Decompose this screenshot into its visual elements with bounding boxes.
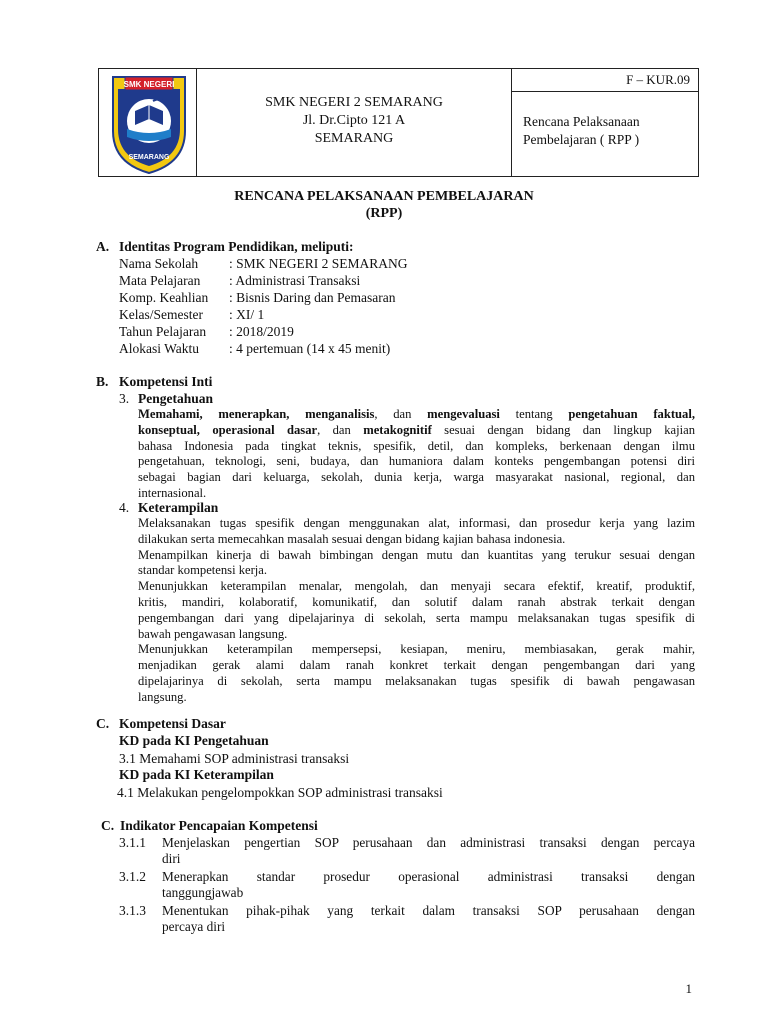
ki-pengetahuan-paragraph [138, 407, 695, 502]
section-c-marker: C. [96, 716, 110, 731]
bold-term: pengetahuan faktual, [568, 407, 695, 421]
identity-label: Tahun Pelajaran [119, 324, 207, 339]
section-c2-heading: Indikator Pencapaian Kompetensi [120, 818, 318, 833]
text-run: sesuai dengan bidang dan lingkup kajian [431, 422, 695, 437]
text-run: , dan [374, 407, 428, 421]
section-a-heading: Identitas Program Pendidikan, meliputi: [119, 239, 354, 254]
bold-term: mengevaluasi [427, 407, 500, 421]
doc-title-line2: Pembelajaran ( RPP ) [523, 132, 640, 147]
school-name: SMK NEGERI 2 SEMARANG [265, 95, 443, 110]
form-code: F – KUR.09 [626, 72, 690, 87]
text-run: , dan [317, 422, 364, 437]
identity-value: : SMK NEGERI 2 SEMARANG [229, 256, 408, 271]
school-city: SEMARANG [314, 131, 394, 146]
paragraph-line: Menerapkan standar prosedur operasional administrasi transaksi dengan [162, 869, 695, 884]
header-table [98, 68, 699, 177]
identity-label: Kelas/Semester [119, 307, 203, 322]
header-divider [196, 69, 197, 176]
ki-number: 3. [119, 391, 130, 406]
identity-label: Mata Pelajaran [119, 273, 201, 288]
section-b-heading: Kompetensi Inti [119, 374, 213, 389]
paragraph-line: langsung. [138, 689, 187, 704]
paragraph-line: bawah pengawasan langsung. [138, 626, 288, 641]
paragraph-line: dipelajarinya di sekolah, serta mampu melaksanakan tugas spesifik di bawah pengawasan [138, 673, 695, 688]
paragraph-line: kritis, mandiri, kolaboratif, komunikatif, dan solutif dalam ranah abstrak terkait dengan [138, 594, 695, 609]
indicator-number: 3.1.1 [119, 835, 146, 850]
indicator-number: 3.1.3 [119, 903, 146, 918]
kd-item: 4.1 Melakukan pengelompokkan SOP administrasi transaksi [117, 785, 443, 800]
identity-value: : Bisnis Daring dan Pemasaran [229, 290, 396, 305]
kd-item: 3.1 Memahami SOP administrasi transaksi [119, 751, 350, 766]
kd-heading: KD pada KI Pengetahuan [119, 733, 269, 748]
paragraph-line: bahasa Indonesia pada tingkat teknis, spesifik, detil, dan kompleks, berkenaan dengan ilmu [138, 438, 695, 453]
page-number: 1 [685, 981, 692, 996]
kd-heading: KD pada KI Keterampilan [119, 767, 274, 782]
ki-title: Keterampilan [138, 500, 219, 515]
document-subtitle: (RPP) [365, 206, 403, 221]
paragraph-line: Melaksanakan tugas spesifik dengan menggunakan alat, informasi, dan prosedur kerja yang lazim [138, 516, 695, 530]
paragraph-line: pengembangan dari yang dipelajarinya di sekolah, serta mampu melaksanakan tugas spesifik di [138, 610, 695, 625]
ki-title: Pengetahuan [138, 391, 214, 406]
header-divider [511, 69, 512, 176]
identity-value: : 4 pertemuan (14 x 45 menit) [229, 341, 391, 356]
identity-label: Alokasi Waktu [119, 341, 200, 356]
bold-term: metakognitif [363, 422, 432, 437]
section-c2-marker: C. [101, 818, 115, 833]
identity-label: Nama Sekolah [119, 256, 199, 271]
paragraph-line: standar kompetensi kerja. [138, 563, 268, 578]
section-c-heading: Kompetensi Dasar [119, 716, 226, 731]
indicator-text [162, 903, 695, 935]
paragraph-line: Menentukan pihak-pihak yang terkait dalam transaksi SOP perusahaan dengan [162, 903, 695, 918]
doc-title-line1: Rencana Pelaksanaan [523, 114, 640, 129]
document-title: RENCANA PELAKSANAAN PEMBELAJARAN [234, 189, 534, 204]
paragraph-line: internasional. [138, 485, 207, 500]
paragraph-line: Menjelaskan pengertian SOP perusahaan dan administrasi transaksi dengan percaya [162, 835, 695, 850]
school-address: Jl. Dr.Cipto 121 A [302, 113, 406, 128]
indicator-text [162, 835, 695, 867]
section-a-marker: A. [96, 239, 110, 254]
bold-term: Memahami, menerapkan, menganalisis [138, 407, 375, 421]
paragraph-line: Menampilkan kinerja di bawah bimbingan dengan mutu dan kuantitas yang terukur sesuai dengan [138, 547, 695, 562]
header-divider [511, 91, 698, 92]
paragraph-line: Menunjukkan keterampilan menalar, mengolah, dan menyaji secara efektif, kreatif, produktif, [138, 579, 695, 594]
logo-text-top: SMK NEGERI [123, 80, 175, 89]
ki-number: 4. [119, 500, 130, 515]
indicator-number: 3.1.2 [119, 869, 146, 884]
identity-label: Komp. Keahlian [119, 290, 209, 305]
section-b-marker: B. [96, 374, 109, 389]
identity-value: : Administrasi Transaksi [229, 273, 361, 288]
logo-text-bottom: SEMARANG [128, 154, 170, 161]
paragraph-line: sebagai bagian dari keluarga, sekolah, dunia kerja, warga masyarakat nasional, regional, dan [138, 470, 695, 485]
ki-keterampilan-paragraph [138, 516, 695, 706]
bold-term: konseptual, operasional dasar [138, 422, 318, 437]
paragraph-line: dilakukan serta memecahkan masalah sesuai dengan bidang kajian bahasa indonesia. [138, 531, 566, 546]
paragraph-line: Menunjukkan keterampilan mempersepsi, kesiapan, meniru, membiasakan, gerak mahir, [138, 642, 695, 657]
paragraph-line: diri [162, 851, 181, 866]
indicator-text [162, 869, 695, 901]
school-logo [107, 71, 191, 175]
paragraph-line: menjadikan gerak alami dalam ranah konkret terkait dengan pengembangan dari yang [138, 658, 695, 673]
paragraph-line: percaya diri [162, 919, 226, 934]
identity-value: : 2018/2019 [229, 324, 294, 339]
identity-value: : XI/ 1 [229, 307, 265, 322]
paragraph-line: tanggungjawab [162, 885, 244, 900]
text-run: tentang [499, 407, 569, 421]
paragraph-line: pengetahuan, teknologi, seni, budaya, dan humaniora dalam konteks pengembangan potensi diri [138, 454, 695, 469]
